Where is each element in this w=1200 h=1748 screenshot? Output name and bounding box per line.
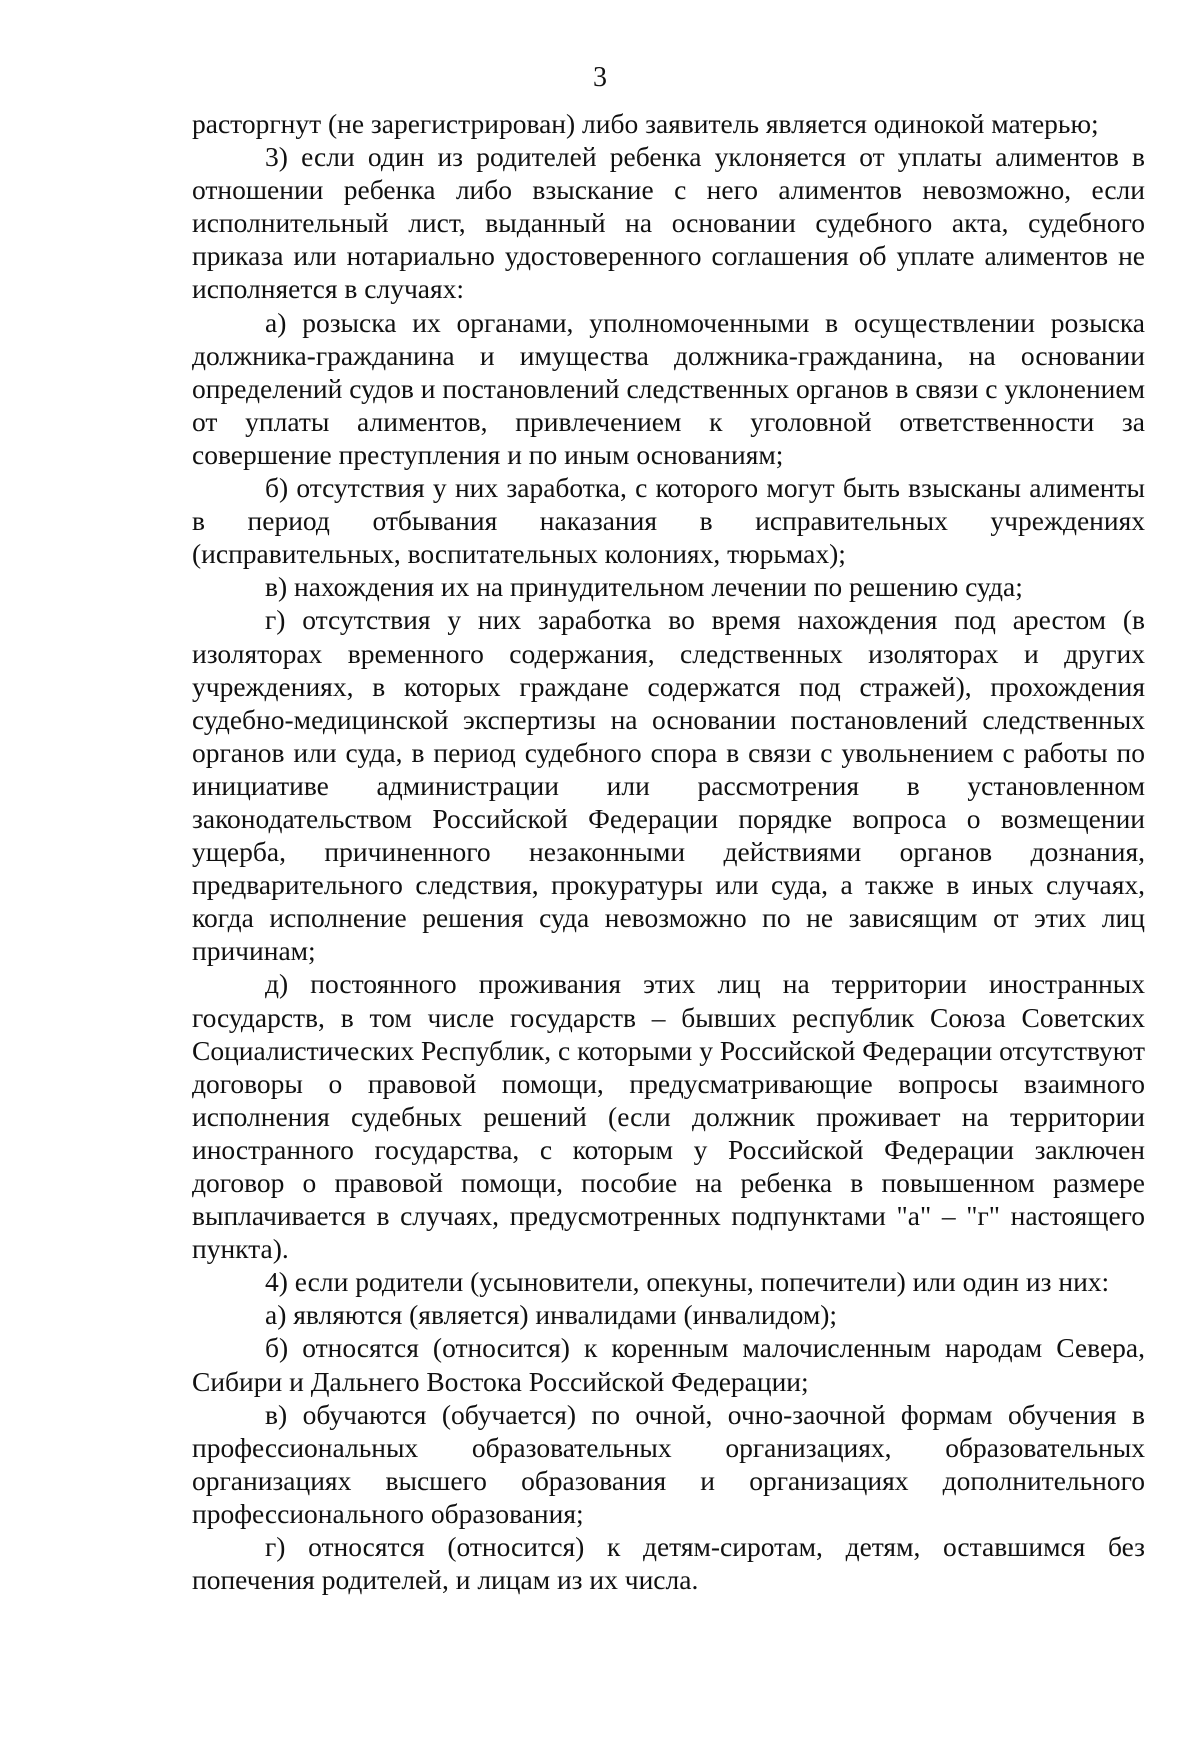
paragraph-subitem-3d: д) постоянного проживания этих лиц на территории иностранных государств, в том числе государств – бывших республик Союза Советских Социалистических Республик, с которыми у Российской Федерации отсутствуют договоры о правовой помощи, предусматривающие вопросы взаимного исполнения судебных решений (если должник проживает на территории иностранного государства, с которым у Российской Федерации заключен договор о правовой помощи, пособие на ребенка в повышенном размере выплачивается в случаях, предусмотренных подпунктами "а" – "г" настоящего пункта). <box>192 968 1145 1265</box>
paragraph-subitem-3a: а) розыска их органами, уполномоченными в осуществлении розыска должника-гражданина и имущества должника-гражданина, на основании определений судов и постановлений следственных органов в связи с уклонением от уплаты алиментов, привлечением к уголовной ответственности за совершение преступления и по иным основаниям; <box>192 306 1145 470</box>
paragraph-subitem-3b: б) отсутствия у них заработка, с которого могут быть взысканы алименты в период отбывания наказания в исправительных учреждениях (исправительных, воспитательных колониях, тюрьмах); <box>192 472 1145 570</box>
paragraph-item-3: 3) если один из родителей ребенка уклоняется от уплаты алиментов в отношении ребенка либо взыскание с него алиментов невозможно, если исполнительный лист, выданный на основании судебного акта, судебного приказа или нотариально удостоверенного соглашения об уплате алиментов не исполняется в случаях: <box>192 141 1145 305</box>
paragraph-subitem-4v: в) обучаются (обучается) по очной, очно-заочной формам обучения в профессиональных образовательных организациях, образовательных организациях высшего образования и организациях дополнительного профессионального образования; <box>192 1398 1145 1529</box>
page-number: 3 <box>593 62 607 93</box>
paragraph-subitem-3g: г) отсутствия у них заработка во время нахождения под арестом (в изоляторах временного содержания, следственных изоляторах и других учреждениях, в которых граждане содержатся под стражей), прохождения судебно-медицинской экспертизы на основании постановлений следственных органов или суда, в период судебного спора в связи с увольнением с работы по инициативе администрации или рассмотрения в установленном законодательством Российской Федерации порядке вопроса о возмещении ущерба, причиненного незаконными действиями органов дознания, предварительного следствия, прокуратуры или суда, а также в иных случаях, когда исполнение решения суда невозможно по не зависящим от этих лиц причинам; <box>192 604 1145 967</box>
paragraph-item-4: 4) если родители (усыновители, опекуны, попечители) или один из них: <box>265 1266 1110 1298</box>
paragraph-subitem-3v: в) нахождения их на принудительном лечении по решению суда; <box>265 571 1023 603</box>
paragraph-subitem-4a: а) являются (является) инвалидами (инвалидом); <box>265 1299 838 1331</box>
paragraph-subitem-4g: г) относятся (относится) к детям-сиротам, детям, оставшимся без попечения родителей, и лицам из их числа. <box>192 1531 1145 1596</box>
paragraph-subitem-4b: б) относятся (относится) к коренным малочисленным народам Севера, Сибири и Дальнего Востока Российской Федерации; <box>192 1332 1145 1397</box>
paragraph-continuation: расторгнут (не зарегистрирован) либо заявитель является одинокой матерью; <box>192 108 1099 139</box>
document-body <box>192 107 1145 1596</box>
